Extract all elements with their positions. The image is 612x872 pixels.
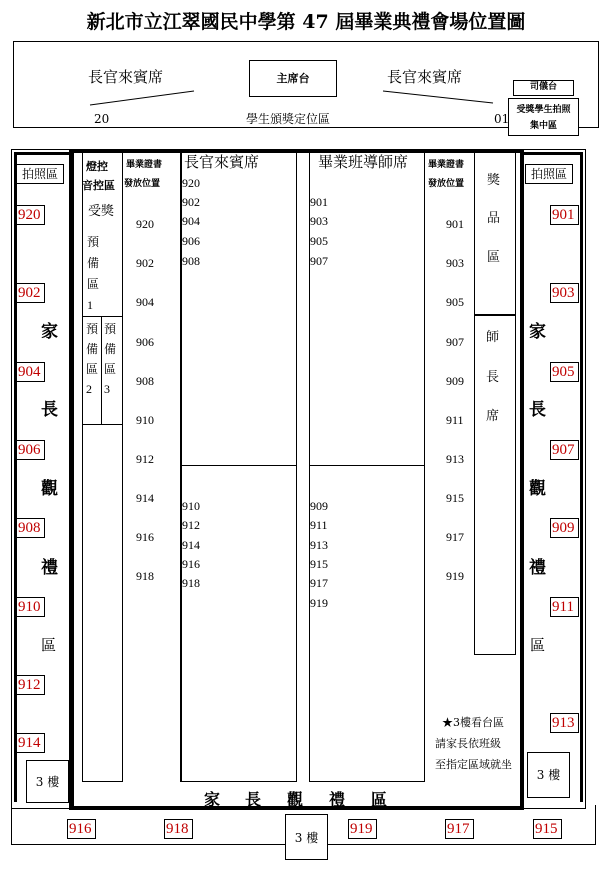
- cert-number: 908: [136, 374, 154, 388]
- third-floor-label: 3 樓: [35, 775, 60, 789]
- class-number: 902: [16, 283, 45, 303]
- award-row-right-number: 01: [494, 112, 510, 126]
- teacher-class-number: 903: [310, 214, 328, 228]
- class-number: 917: [445, 819, 474, 839]
- cert-number: 917: [446, 530, 464, 544]
- left-parent-inner: [14, 152, 72, 802]
- bottom-parent-char: 家: [204, 790, 221, 809]
- teacher-class-number: 911: [310, 518, 328, 532]
- bottom-parent-char: 區: [371, 790, 388, 809]
- control-label-2: 音控區: [82, 179, 115, 192]
- right-divider-line: [383, 91, 493, 103]
- guest-section-title: 長官來賓席: [184, 153, 260, 171]
- right-parent-inner: [522, 152, 583, 802]
- guest-class-number: 920: [182, 176, 200, 190]
- award-gather-label-1: 受獎學生拍照: [516, 105, 571, 115]
- award-gather-label-2: 集中區: [529, 121, 557, 131]
- class-number: 904: [16, 362, 45, 382]
- cert-number: 912: [136, 452, 154, 466]
- teacher-class-number: 919: [310, 596, 328, 610]
- cert-number: 911: [446, 413, 464, 427]
- award-row-label: 學生頒獎定位區: [246, 112, 331, 126]
- note-line-1: ★3樓看台區: [442, 716, 504, 729]
- guest-section-divider: [181, 465, 297, 466]
- teacher-seats-char: 席: [486, 409, 500, 424]
- cert-number: 920: [136, 217, 154, 231]
- guest-seats-left-label: 長官來賓席: [88, 68, 164, 86]
- guest-seats-right-label: 長官來賓席: [387, 68, 463, 86]
- photo-area-left-label: 拍照區: [21, 167, 58, 181]
- class-number: 919: [348, 819, 377, 839]
- class-number: 918: [164, 819, 193, 839]
- guest-class-number: 906: [182, 234, 200, 248]
- left-parent-char: 長: [41, 400, 58, 420]
- class-number: 916: [67, 819, 96, 839]
- class-number: 906: [16, 440, 45, 460]
- teacher-seats: [474, 315, 516, 655]
- cert-right-header-1: 畢業證書: [428, 160, 465, 170]
- prep2-char: 2: [86, 382, 92, 396]
- right-parent-char: 區: [530, 636, 546, 654]
- teacher-class-number: 907: [310, 254, 328, 268]
- left-parent-char: 觀: [41, 479, 58, 499]
- cert-number: 904: [136, 295, 154, 309]
- cert-left-header-1: 畢業證書: [126, 160, 163, 170]
- prep2-char: 區: [86, 362, 99, 376]
- right-parent-char: 禮: [529, 558, 546, 578]
- cert-number: 913: [446, 452, 464, 466]
- prep2-char: 預: [86, 322, 99, 336]
- third-floor-label: 3 樓: [536, 768, 561, 782]
- bottom-parent-char: 長: [245, 790, 262, 809]
- note-line-2: 請家長依班級: [435, 737, 501, 750]
- award-row-left-number: 20: [94, 112, 110, 126]
- class-number: 910: [16, 597, 45, 617]
- note-line-3: 至指定區域就坐: [435, 758, 512, 771]
- guest-class-number: 904: [182, 214, 200, 228]
- teacher-seats-char: 師: [486, 330, 500, 345]
- guest-class-number: 918: [182, 576, 200, 590]
- prep-split: [101, 316, 102, 425]
- chair-platform-label: 主席台: [276, 72, 310, 85]
- left-parent-char: 區: [41, 636, 57, 654]
- guest-class-number: 914: [182, 538, 200, 552]
- prep3-char: 備: [104, 342, 117, 356]
- guest-class-number: 902: [182, 195, 200, 209]
- right-parent-char: 觀: [529, 479, 546, 499]
- cert-number: 905: [446, 295, 464, 309]
- cert-number: 909: [446, 374, 464, 388]
- cert-left-column: [123, 150, 181, 782]
- teacher-section-title: 畢業班導師席: [318, 153, 409, 171]
- prep3-char: 預: [104, 322, 117, 336]
- left-parent-char: 家: [41, 322, 58, 342]
- cert-number: 903: [446, 256, 464, 270]
- class-number: 912: [16, 675, 45, 695]
- right-parent-char: 長: [529, 400, 546, 420]
- prep-divider: [82, 316, 123, 317]
- cert-number: 910: [136, 413, 154, 427]
- bottom-parent-char: 觀: [287, 790, 304, 809]
- guest-class-number: 916: [182, 557, 200, 571]
- prize-area-char: 獎: [487, 173, 501, 188]
- emcee-stand-label: 司儀台: [529, 82, 557, 92]
- class-number: 909: [550, 518, 579, 538]
- class-number: 901: [550, 205, 579, 225]
- prep3-char: 區: [104, 362, 117, 376]
- class-number: 905: [550, 362, 579, 382]
- cert-number: 918: [136, 569, 154, 583]
- class-number: 907: [550, 440, 579, 460]
- cert-number: 907: [446, 335, 464, 349]
- left-divider-line: [90, 91, 194, 105]
- prep1-char: 1: [87, 298, 93, 312]
- cert-number: 902: [136, 256, 154, 270]
- prep1-char: 預: [87, 235, 100, 249]
- guest-class-number: 910: [182, 499, 200, 513]
- photo-area-right-label: 拍照區: [530, 167, 567, 181]
- class-number: 903: [550, 283, 579, 303]
- cert-number: 916: [136, 530, 154, 544]
- award-label: 受獎: [88, 204, 115, 219]
- class-number: 920: [16, 205, 45, 225]
- cert-left-header-2: 發放位置: [124, 179, 161, 189]
- guest-class-number: 912: [182, 518, 200, 532]
- class-number: 908: [16, 518, 45, 538]
- prep3-char: 3: [104, 382, 110, 396]
- right-parent-char: 家: [529, 322, 546, 342]
- prep1-char: 備: [87, 256, 100, 270]
- cert-number: 901: [446, 217, 464, 231]
- cert-number: 906: [136, 335, 154, 349]
- class-number: 914: [16, 733, 45, 753]
- left-parent-char: 禮: [41, 558, 58, 578]
- guest-class-number: 908: [182, 254, 200, 268]
- teacher-class-number: 901: [310, 195, 328, 209]
- prep2-char: 備: [86, 342, 99, 356]
- teacher-seats-char: 長: [486, 370, 500, 385]
- class-number: 911: [550, 597, 579, 617]
- cert-number: 919: [446, 569, 464, 583]
- prep1-char: 區: [87, 277, 100, 291]
- cert-number: 914: [136, 491, 154, 505]
- class-number: 915: [533, 819, 562, 839]
- prize-area-char: 品: [487, 211, 501, 226]
- teacher-class-number: 915: [310, 557, 328, 571]
- teacher-class-number: 917: [310, 576, 328, 590]
- teacher-class-number: 905: [310, 234, 328, 248]
- control-label-1: 燈控: [86, 160, 108, 173]
- cert-right-header-2: 發放位置: [428, 179, 465, 189]
- cert-number: 915: [446, 491, 464, 505]
- prize-area-char: 區: [487, 250, 501, 265]
- class-number: 913: [550, 713, 579, 733]
- page-title: 新北市立江翠國民中學第 47 屆畢業典禮會場位置圖: [86, 11, 526, 33]
- third-floor-label: 3 樓: [294, 831, 319, 845]
- bottom-parent-char: 禮: [329, 790, 346, 809]
- teacher-class-number: 909: [310, 499, 328, 513]
- teacher-section-divider: [309, 465, 425, 466]
- teacher-class-number: 913: [310, 538, 328, 552]
